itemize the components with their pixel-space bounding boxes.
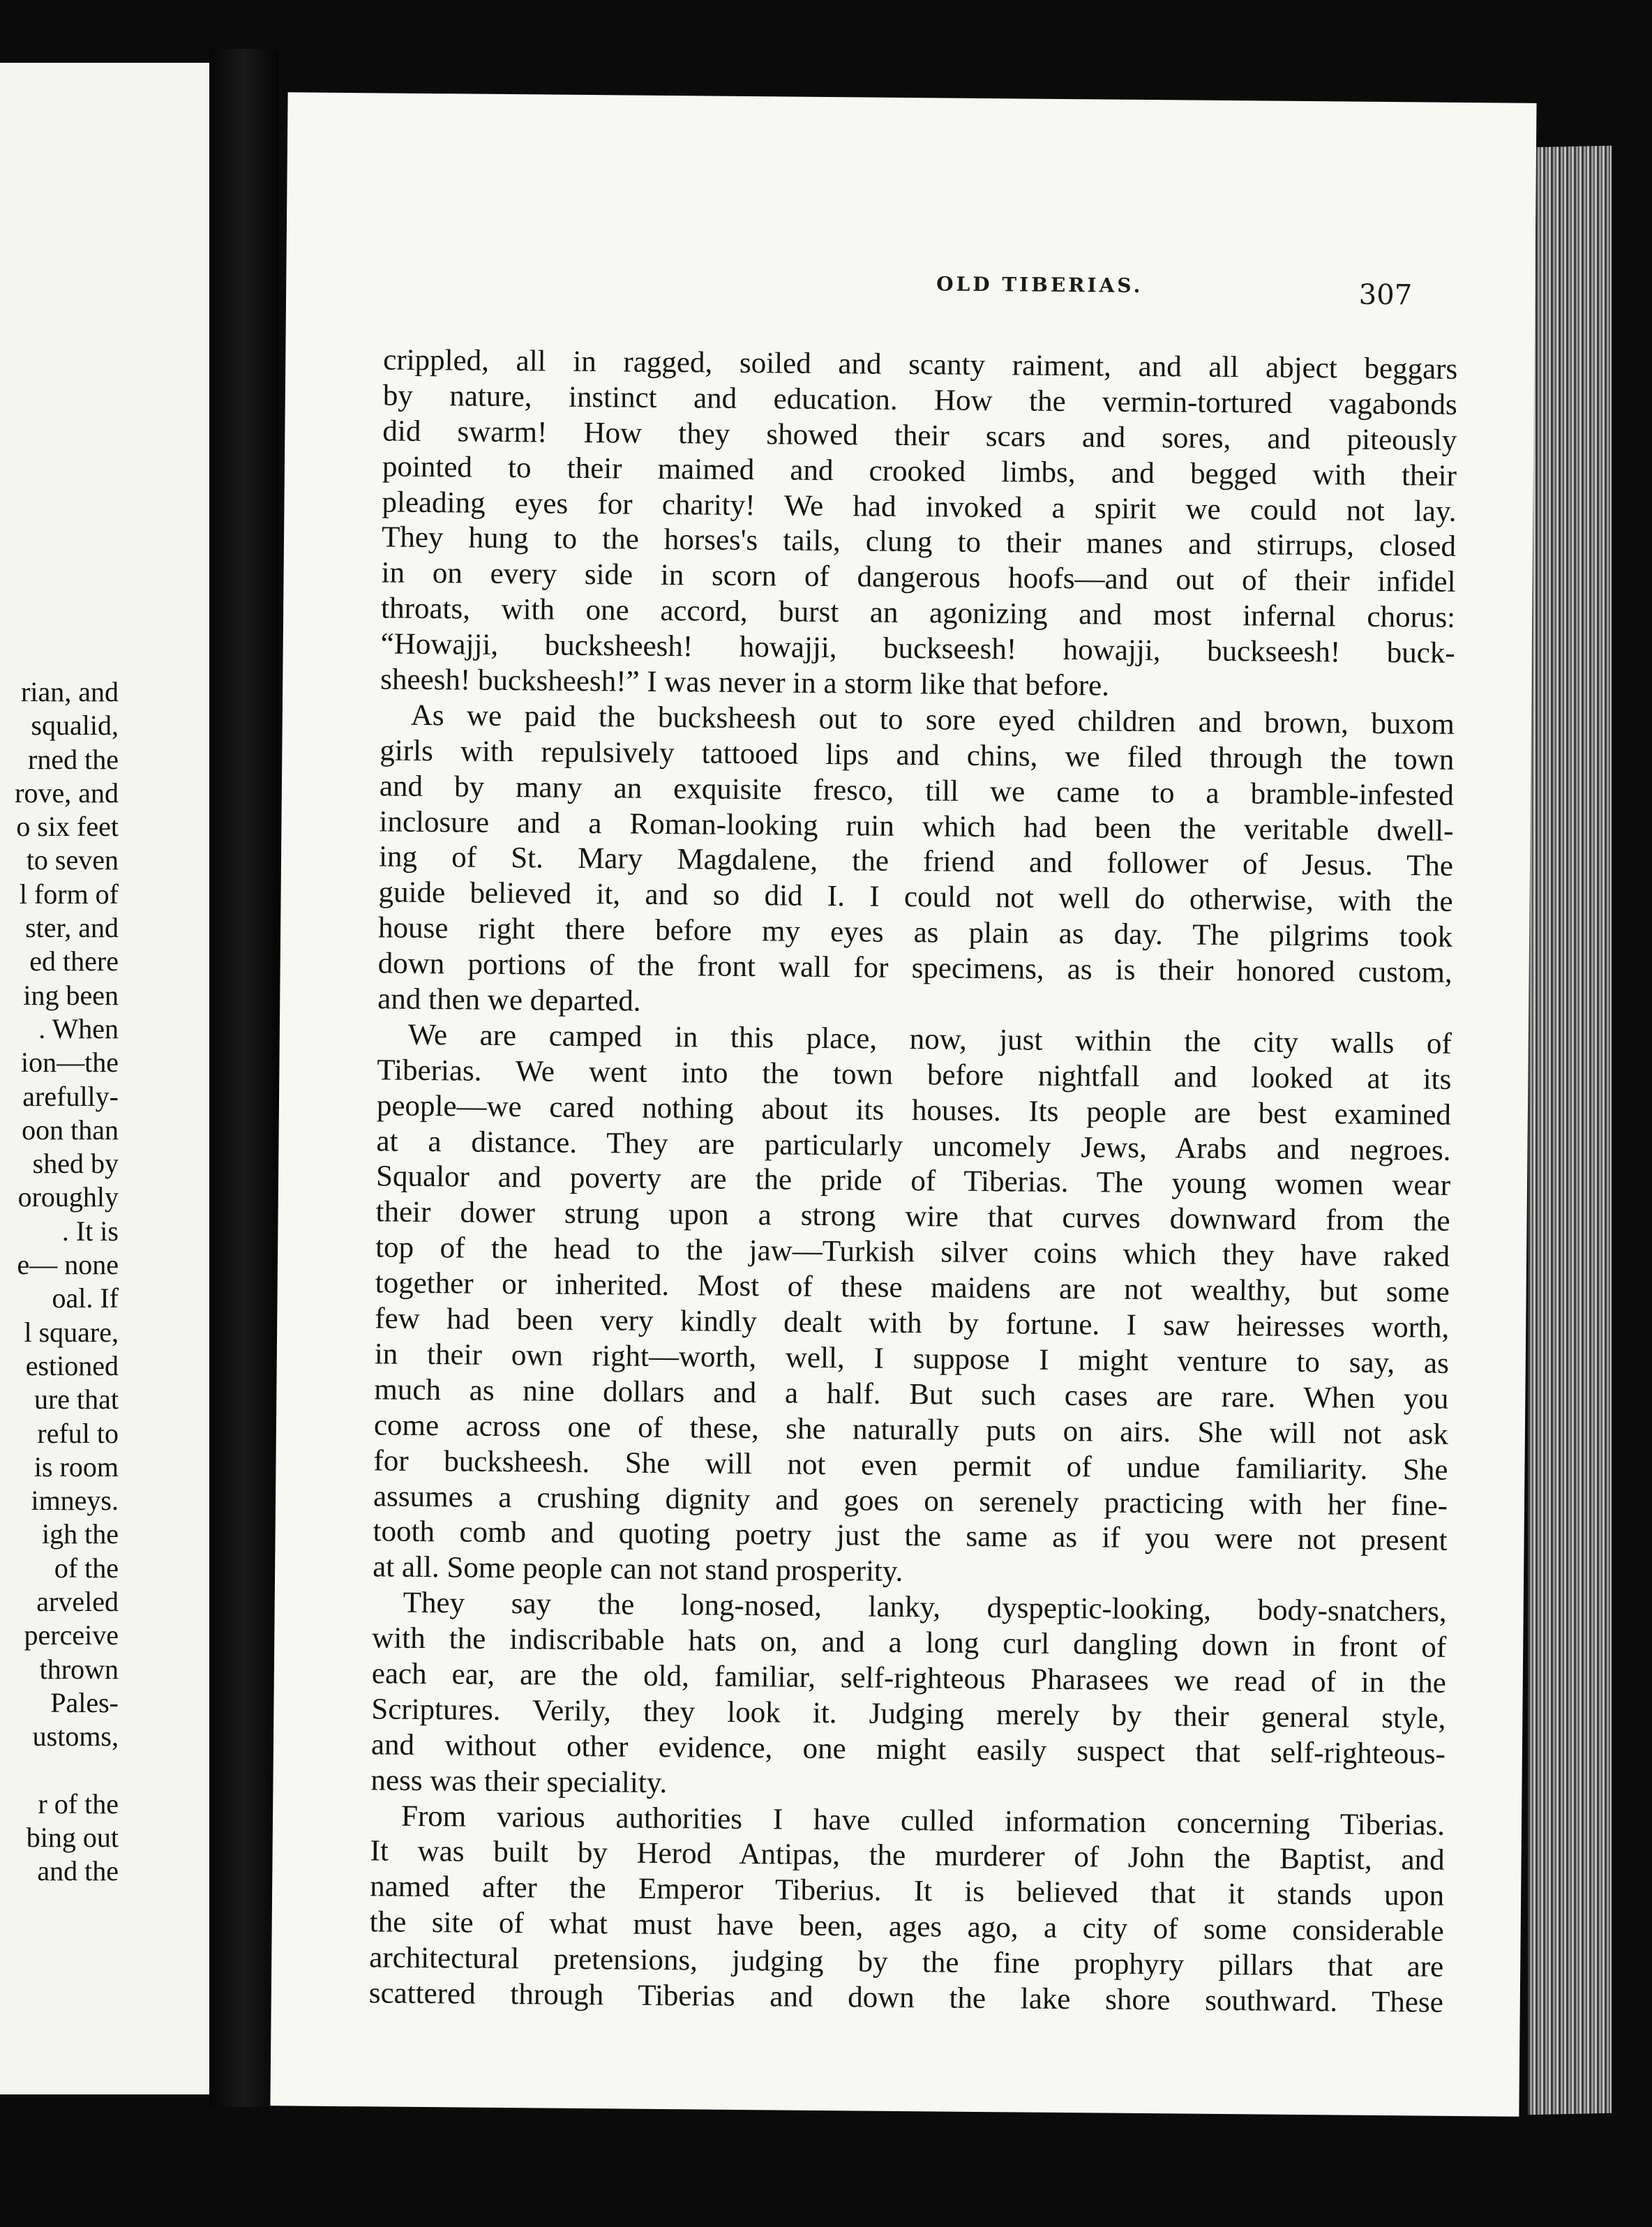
left-line: arefully- bbox=[22, 1080, 119, 1112]
text-line: We are camped in this place, now, just within the city walls of bbox=[407, 1018, 1452, 1060]
text-line: assumes a crushing dignity and goes on serenely practicing with her fine- bbox=[373, 1479, 1448, 1522]
left-page-text bbox=[0, 675, 119, 1889]
text-line: girls with repulsively tattooed lips and chins, we filed through the town bbox=[380, 734, 1455, 777]
text-line: Squalor and poverty are the pride of Tiberias. The young women wear bbox=[375, 1160, 1451, 1203]
text-line: scattered through Tiberias and down the lake shore southward. These bbox=[368, 1977, 1444, 2019]
left-line: rove, and bbox=[15, 777, 119, 809]
left-line: ion—the bbox=[21, 1047, 119, 1079]
text-line: As we paid the bucksheesh out to sore eyed children and brown, buxom bbox=[410, 698, 1455, 741]
text-line: Tiberias. We went into the town before nightfall and looked at its bbox=[377, 1053, 1452, 1096]
left-line: oal. If bbox=[52, 1282, 119, 1314]
left-line: . When bbox=[38, 1012, 119, 1044]
text-line: They hung to the horses's tails, clung to their manes and stirrups, closed bbox=[381, 520, 1457, 564]
text-line: for bucksheesh. She will not even permit of undue familiarity. She bbox=[373, 1444, 1448, 1487]
left-line: rian, and bbox=[21, 676, 119, 707]
text-line: did swarm! How they showed their scars and sores, and piteously bbox=[382, 414, 1457, 457]
left-line: imneys. bbox=[31, 1485, 119, 1517]
left-line: arveled bbox=[36, 1586, 119, 1618]
left-line: ure that bbox=[33, 1384, 119, 1416]
text-line: few had been very kindly dealt with by fortune. I saw heiresses worth, bbox=[375, 1302, 1450, 1344]
left-line: perceive bbox=[24, 1619, 119, 1651]
text-line: Scriptures. Verily, they look it. Judging merely by their general style, bbox=[371, 1693, 1446, 1735]
left-line: estioned bbox=[25, 1349, 119, 1381]
left-line: and the bbox=[37, 1855, 119, 1887]
left-line: igh the bbox=[42, 1518, 119, 1550]
left-line: ustoms, bbox=[32, 1720, 119, 1753]
text-line: From various authorities I have culled information concerning Tiberias. bbox=[400, 1799, 1446, 1842]
text-line: house right there before my eyes as plain as day. The pilgrims took bbox=[377, 911, 1453, 954]
text-line: people—we cared nothing about its houses. Its people are best examined bbox=[376, 1089, 1452, 1132]
left-line: o six feet bbox=[16, 811, 119, 843]
text-line: much as nine dollars and a half. But such cases are rare. When you bbox=[374, 1373, 1449, 1416]
left-line: Pales- bbox=[50, 1686, 119, 1718]
left-line: squalid, bbox=[31, 710, 119, 742]
text-line: guide believed it, and so did I. I could not well do otherwise, with the bbox=[378, 876, 1453, 919]
left-line: of the bbox=[54, 1552, 119, 1584]
left-line: thrown bbox=[39, 1653, 119, 1685]
text-line: pointed to their maimed and crooked limbs, and begged with their bbox=[382, 450, 1457, 493]
text-line: ing of St. Mary Magdalene, the friend and follower of Jesus. The bbox=[378, 840, 1454, 883]
text-line: at a distance. They are particularly uncomely Jews, Arabs and negroes. bbox=[376, 1125, 1451, 1167]
text-line: with the indiscribable hats on, and a long curl dangling down in front of bbox=[372, 1621, 1447, 1664]
text-line: at all. Some people can not stand prosperity. bbox=[372, 1550, 903, 1589]
left-line: to seven bbox=[26, 844, 119, 876]
text-line: and then we departed. bbox=[377, 982, 641, 1018]
body-text bbox=[369, 343, 1458, 2020]
text-line: down portions of the front wall for specimens, as is their honored custom, bbox=[377, 947, 1452, 989]
text-line: throats, with one accord, burst an agonizing and most infernal chorus: bbox=[380, 592, 1456, 635]
left-line: oroughly bbox=[17, 1181, 119, 1213]
text-line: the site of what must have been, ages ago, a city of some considerable bbox=[369, 1905, 1444, 1948]
text-line: in their own right—worth, well, I suppose I might venture to say, as bbox=[374, 1337, 1449, 1380]
page-number: 307 bbox=[1358, 278, 1413, 312]
text-line: “Howajji, bucksheesh! howajji, buckseesh! howajji, buckseesh! buck- bbox=[380, 627, 1455, 670]
text-line: top of the head to the jaw—Turkish silver coins which they have raked bbox=[375, 1231, 1450, 1274]
text-line: and without other evidence, one might easily suspect that self-righteous- bbox=[370, 1728, 1446, 1771]
left-line: oon than bbox=[22, 1114, 119, 1146]
page-edges bbox=[1528, 146, 1612, 2115]
left-line bbox=[0, 1754, 119, 1787]
right-page bbox=[270, 92, 1536, 2117]
text-line: named after the Emperor Tiberius. It is believed that it stands upon bbox=[369, 1870, 1445, 1913]
text-line: together or inherited. Most of these maidens are not wealthy, but some bbox=[375, 1266, 1450, 1309]
text-line: pleading eyes for charity! We had invoked a spirit we could not lay. bbox=[382, 486, 1457, 528]
text-line: inclosure and a Roman-looking ruin which had been the veritable dwell- bbox=[379, 805, 1454, 848]
left-line: is room bbox=[33, 1450, 119, 1483]
book-gutter bbox=[209, 49, 279, 2107]
text-line: and by many an exquisite fresco, till we came to a bramble-infested bbox=[379, 770, 1455, 812]
text-line: in on every side in scorn of dangerous hoofs—and out of their infidel bbox=[381, 556, 1456, 599]
left-page bbox=[0, 63, 209, 2094]
text-line: tooth comb and quoting poetry just the same as if you were not present bbox=[373, 1515, 1448, 1558]
left-line: reful to bbox=[37, 1417, 119, 1449]
left-line: ster, and bbox=[25, 912, 119, 944]
left-line: l form of bbox=[19, 878, 119, 910]
text-line: They say the long-nosed, lanky, dyspeptic-looking, body-snatchers, bbox=[403, 1586, 1447, 1628]
left-line: r of the bbox=[38, 1787, 119, 1820]
left-line: ed there bbox=[29, 945, 119, 977]
text-line: come across one of these, she naturally puts on airs. She will not ask bbox=[373, 1409, 1449, 1451]
left-line: . It is bbox=[61, 1215, 119, 1247]
left-line: ing been bbox=[23, 979, 119, 1011]
text-line: their dower strung upon a strong wire that curves downward from the bbox=[375, 1195, 1450, 1238]
running-head: OLD TIBERIAS. bbox=[936, 272, 1143, 297]
text-line: ness was their speciality. bbox=[370, 1764, 668, 1799]
text-line: by nature, instinct and education. How the vermin-tortured vagabonds bbox=[382, 379, 1457, 421]
text-line: crippled, all in ragged, soiled and scanty raiment, and all abject beggars bbox=[383, 343, 1458, 386]
left-line: e— none bbox=[17, 1249, 119, 1281]
text-line: architectural pretensions, judging by the fine prophyry pillars that are bbox=[369, 1941, 1444, 1984]
left-line: l square, bbox=[24, 1316, 119, 1348]
left-line: shed by bbox=[32, 1148, 119, 1180]
left-line: rned the bbox=[28, 743, 119, 775]
text-line: sheesh! bucksheesh!” I was never in a storm like that before. bbox=[380, 663, 1110, 703]
text-line: each ear, are the old, familiar, self-righteous Pharasees we read of in the bbox=[371, 1657, 1446, 1700]
left-line: bing out bbox=[26, 1822, 119, 1854]
text-line: It was built by Herod Antipas, the murderer of John the Baptist, and bbox=[370, 1834, 1445, 1877]
